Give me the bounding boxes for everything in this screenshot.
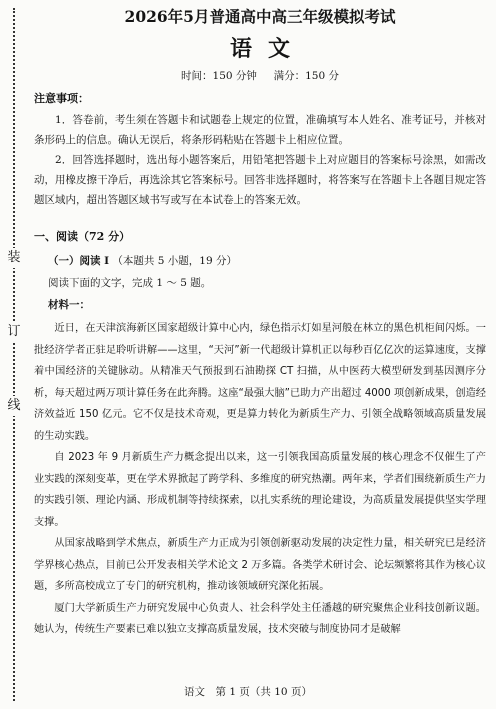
binding-margin (0, 0, 30, 709)
subject-title: 语文 (229, 36, 306, 62)
material-paragraph: 厦门大学新质生产力研究发展中心负责人、社会科学处主任潘越的研究聚焦企业科技创新议题。她认为，传统生产要素已难以独立支撑高质量发展，技术突破与制度协同才是破解 (34, 602, 486, 635)
notice-heading: 注意事项： (34, 92, 89, 105)
exam-title: 2026年5月普通高中高三年级模拟考试 (124, 7, 396, 26)
notice-item-2: 2．回答选择题时，选出每小题答案后，用铅笔把答题卡上对应题目的答案标号涂黑，如需改动，用橡皮擦干净后，再选涂其它答案标号。回答非选择题时，将答案写在答题卡上各题目规定答题区域内，超出答题区域书写或写在本试卷上的答案无效。 (34, 154, 486, 206)
exam-page (34, 6, 486, 641)
full-score: 满分：150 分 (273, 70, 339, 82)
binding-char-xian: 线 (4, 396, 24, 416)
section-title: 一、阅读（72 分） (34, 230, 131, 243)
subsection-title (48, 252, 486, 270)
binding-char-zhuang: 装 (4, 248, 24, 268)
time-limit: 时间：150 分钟 (181, 70, 257, 82)
binding-dotted-line (13, 8, 15, 701)
exam-meta (34, 68, 486, 84)
binding-char-ding: 订 (4, 322, 24, 342)
notice-item-1: 1．答卷前，考生须在答题卡和试题卷上规定的位置，准确填写本人姓名、准考证号，并核对条形码上的信息。确认无误后，将条形码粘贴在答题卡上相应位置。 (34, 114, 486, 146)
material-paragraph: 自 2023 年 9 月新质生产力概念提出以来，这一引领我国高质量发展的核心理念不仅催生了产业实践的深刻变革，更在学术界掀起了跨学科、多维度的研究热潮。两年来，学者们围绕新质生产力的实践引领、理论内涵、形成机制等持续探索，以扎实系统的理论建设，为高质量发展提供坚实学理支撑。 (34, 452, 486, 528)
material-paragraph: 近日，在天津滨海新区国家超级计算中心内，绿色指示灯如星河般在林立的黑色机柜间闪烁。一批经济学者正驻足聆听讲解——这里，“天河”新一代超级计算机正以每秒百亿亿次的运算速度，支撑着中国经济的关键脉动。从精准天气预报到石油勘探 CT 扫描，从中医药大模型研发到基因测序分析，每天超过两万项计算任务在此奔腾。这座“最强大脑”已助力产出超过 4000 项创新成果，创造经济效益近 150 亿元。它不仅是技术奇观，更是算力转化为新质生产力、引领全战略领域高质量发展的生动实践。 (34, 323, 486, 442)
reading-instruction: 阅读下面的文字，完成 1 ～ 5 题。 (48, 277, 212, 289)
page-footer: 语文 第 1 页（共 10 页） (184, 686, 312, 698)
material-paragraph: 从国家战略到学术焦点，新质生产力正成为引领创新驱动发展的决定性力量，相关研究已是经济学界核心热点，目前已公开发表相关学术论文 2 万多篇。各类学术研讨会、论坛频繁将其作为核心议题，多所高校成立了专门的研究机构，推动该领域研究深化拓展。 (34, 538, 486, 592)
subsection-name: （一）阅读 I (48, 255, 110, 267)
subsection-info: （本题共 5 小题，19 分） (112, 255, 237, 267)
material-label: 材料一： (48, 299, 90, 311)
